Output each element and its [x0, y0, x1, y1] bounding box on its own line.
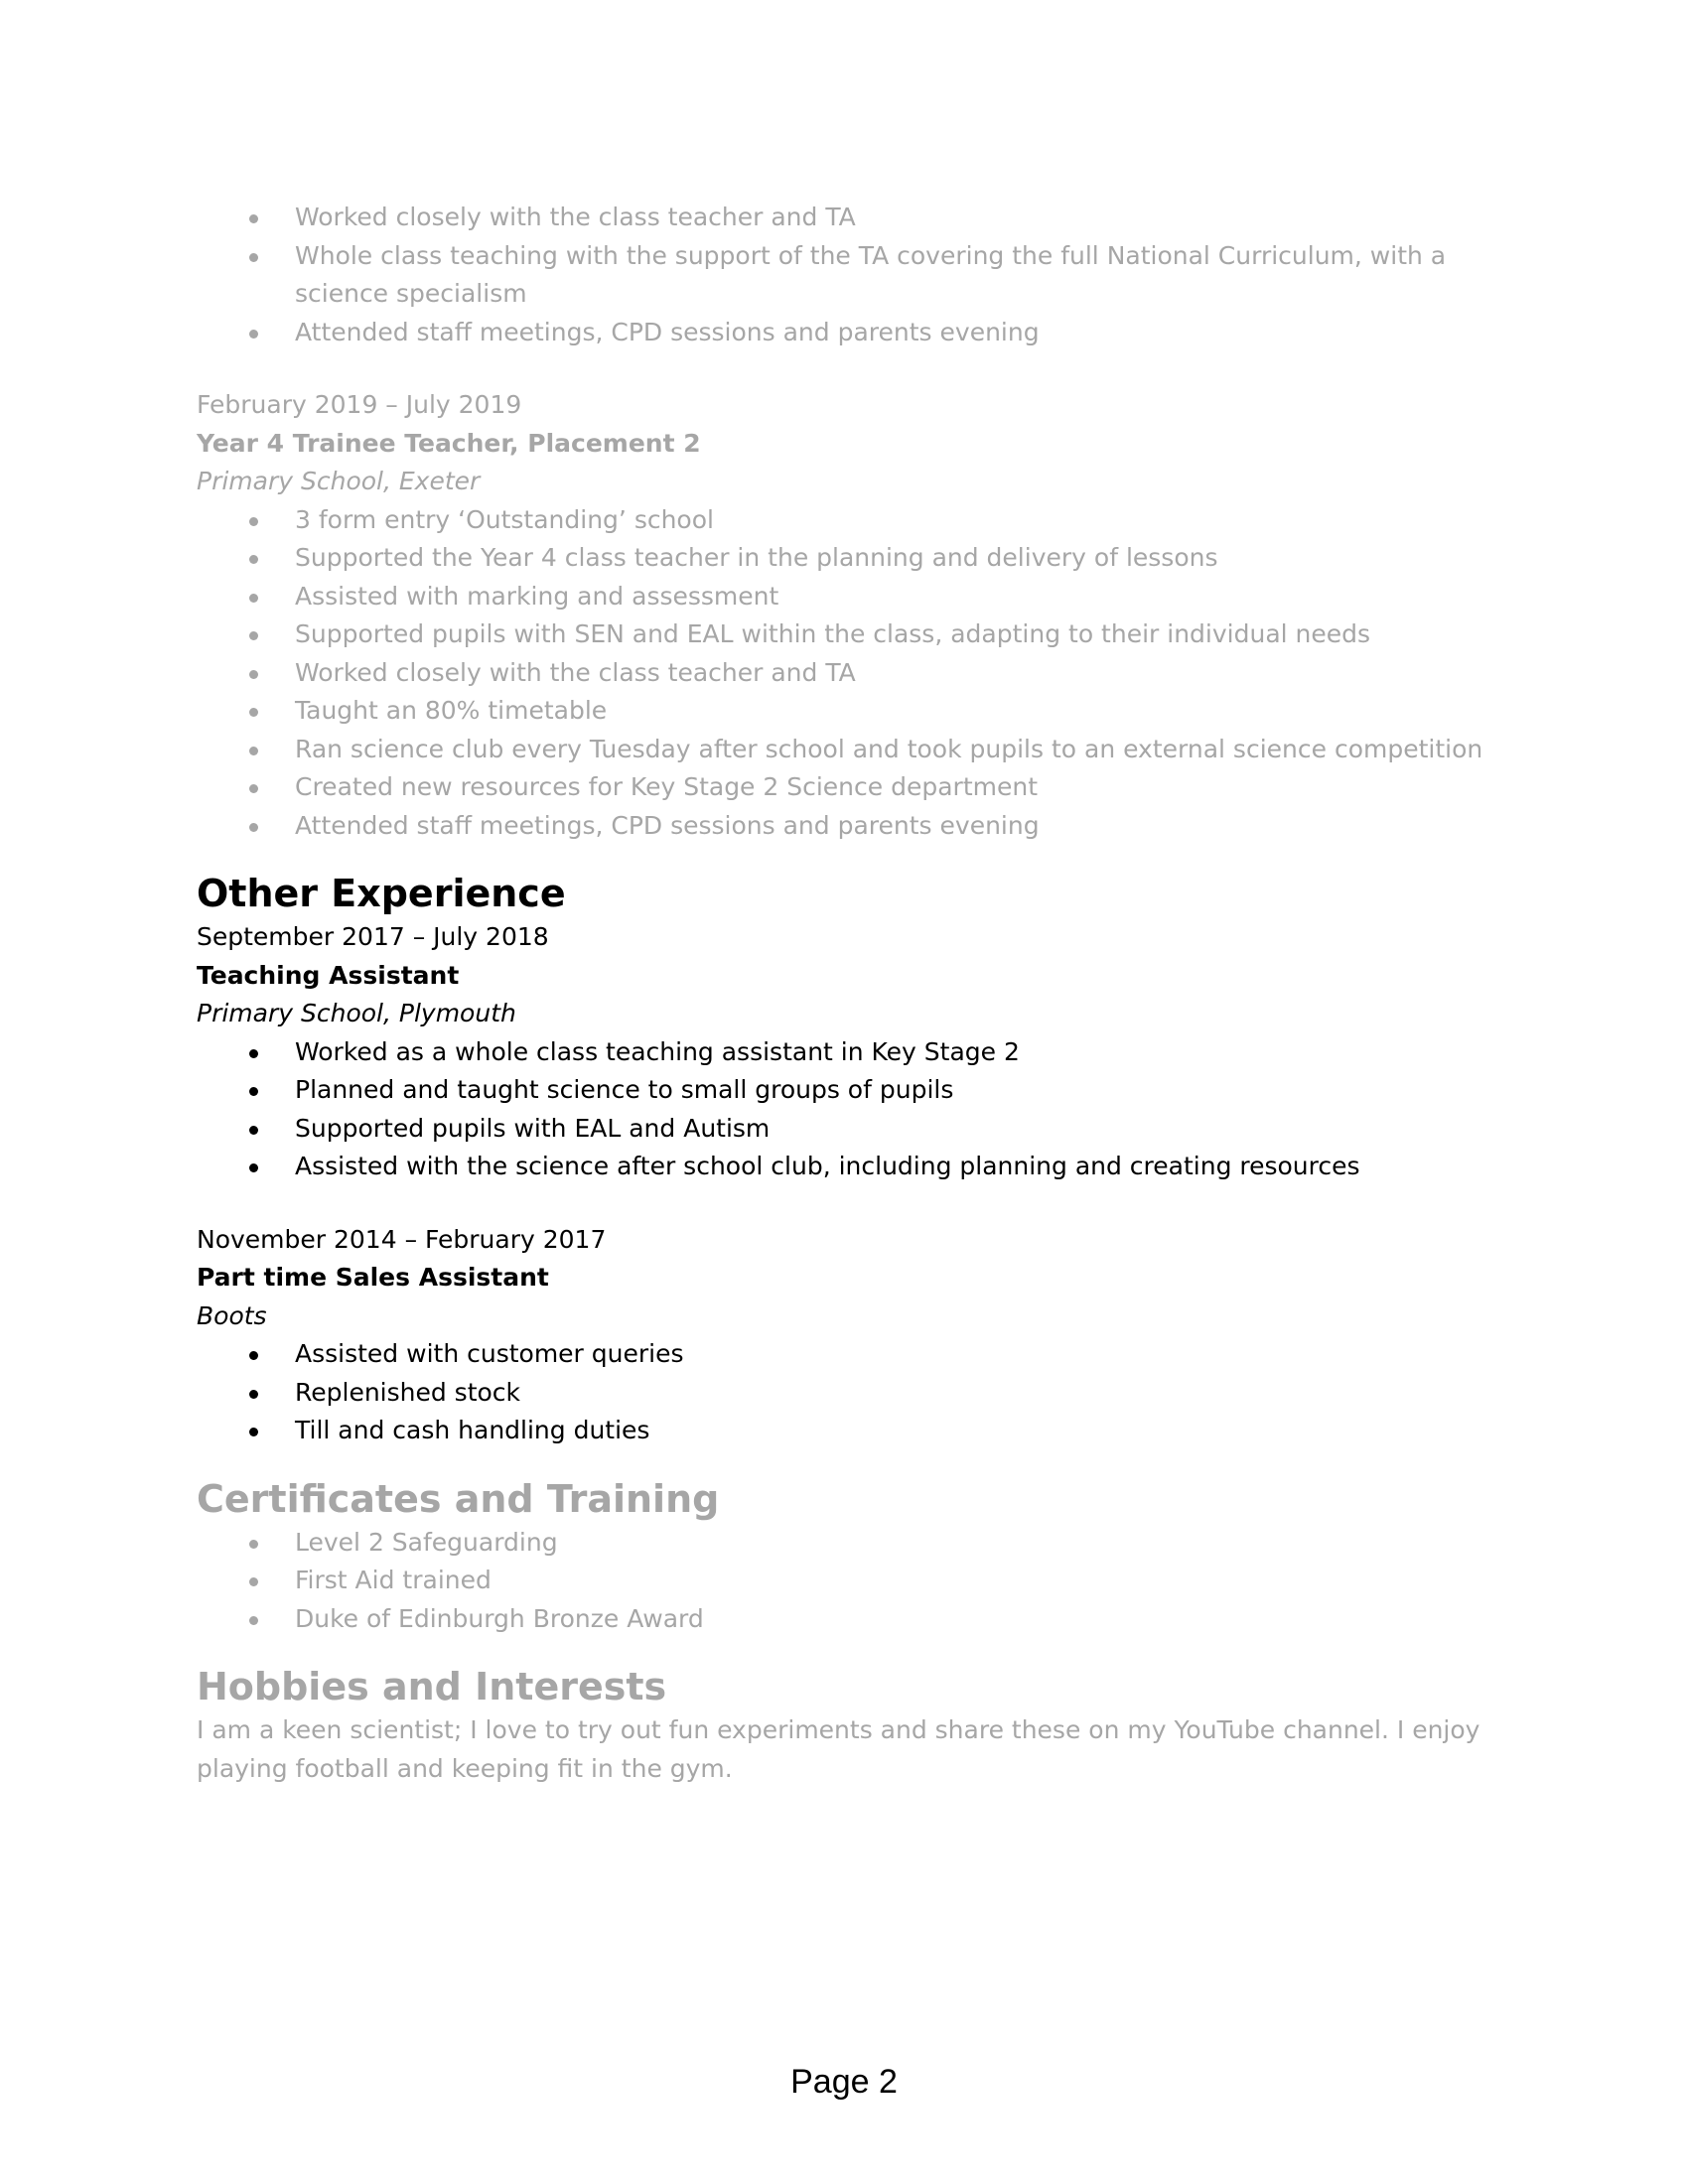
- list-item: Attended staff meetings, CPD sessions and parents evening: [197, 314, 1497, 352]
- job-title: Part time Sales Assistant: [197, 1263, 549, 1292]
- list-item: Attended staff meetings, CPD sessions and parents evening: [197, 807, 1497, 846]
- list-item: Ran science club every Tuesday after school and took pupils to an external science competition: [197, 731, 1497, 769]
- list-item: Planned and taught science to small groups of pupils: [197, 1071, 1497, 1110]
- section-heading: Other Experience: [197, 872, 566, 915]
- job-title: Year 4 Trainee Teacher, Placement 2: [197, 428, 701, 458]
- list-item: First Aid trained: [197, 1562, 1497, 1600]
- resume-page: [197, 199, 1497, 1788]
- section-heading: Certificates and Training: [197, 1476, 720, 1521]
- top-bullet-list: [197, 199, 1497, 351]
- list-item: Till and cash handling duties: [197, 1412, 1497, 1450]
- list-item: Created new resources for Key Stage 2 Science department: [197, 768, 1497, 807]
- list-item: Supported pupils with SEN and EAL within the class, adapting to their individual needs: [197, 615, 1497, 654]
- list-item: Assisted with customer queries: [197, 1335, 1497, 1374]
- spacer: [197, 1638, 1497, 1662]
- placement2-section: [197, 386, 1497, 845]
- job-location: Primary School, Plymouth: [197, 999, 516, 1027]
- list-item: Level 2 Safeguarding: [197, 1524, 1497, 1563]
- certificates-section: [197, 1474, 1497, 1639]
- hobbies-section: [197, 1662, 1497, 1788]
- list-item: 3 form entry ‘Outstanding’ school: [197, 501, 1497, 540]
- hobbies-text: I am a keen scientist; I love to try out fun experiments and share these on my YouTube channel. I enjoy playing football and keeping fit in the gym.: [197, 1715, 1480, 1783]
- job1-bullet-list: [197, 1033, 1497, 1186]
- list-item: Assisted with marking and assessment: [197, 578, 1497, 616]
- spacer: [197, 1186, 1497, 1221]
- list-item: Taught an 80% timetable: [197, 692, 1497, 731]
- spacer: [197, 351, 1497, 386]
- list-item: Duke of Edinburgh Bronze Award: [197, 1600, 1497, 1639]
- list-item: Supported pupils with EAL and Autism: [197, 1110, 1497, 1149]
- list-item: Worked closely with the class teacher and TA: [197, 654, 1497, 693]
- job-dates: February 2019 – July 2019: [197, 390, 522, 419]
- list-item: Worked closely with the class teacher and TA: [197, 199, 1497, 237]
- other-experience-section: [197, 869, 1497, 1450]
- job-dates: November 2014 – February 2017: [197, 1224, 607, 1254]
- spacer: [197, 1450, 1497, 1474]
- job-location: Boots: [197, 1300, 267, 1330]
- job-location: Primary School, Exeter: [197, 467, 481, 495]
- placement2-bullet-list: [197, 501, 1497, 846]
- list-item: Replenished stock: [197, 1374, 1497, 1413]
- job-title: Teaching Assistant: [197, 960, 460, 990]
- section-heading: Hobbies and Interests: [197, 1665, 667, 1708]
- list-item: Whole class teaching with the support of the TA covering the full National Curriculum, with a science specialism: [197, 237, 1497, 314]
- list-item: Worked as a whole class teaching assistant in Key Stage 2: [197, 1033, 1497, 1072]
- job2-bullet-list: [197, 1335, 1497, 1450]
- page-number: Page 2: [790, 2063, 898, 2101]
- job-dates: September 2017 – July 2018: [197, 922, 549, 951]
- list-item: Assisted with the science after school club, including planning and creating resources: [197, 1148, 1497, 1186]
- list-item: Supported the Year 4 class teacher in the planning and delivery of lessons: [197, 539, 1497, 578]
- spacer: [197, 845, 1497, 869]
- certificates-bullet-list: [197, 1524, 1497, 1639]
